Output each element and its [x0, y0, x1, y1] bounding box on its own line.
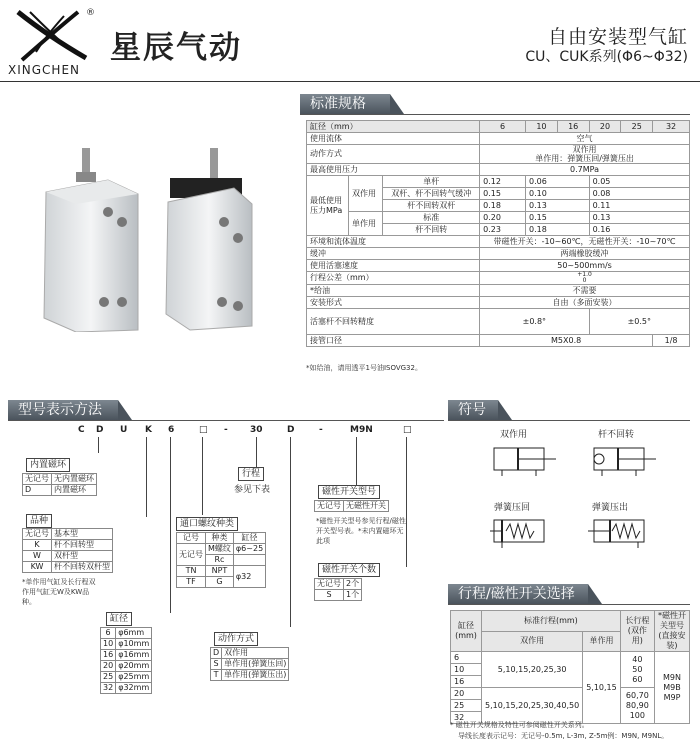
bore-25: 25 — [621, 121, 653, 133]
bore-desc: φ10mm — [116, 639, 152, 650]
code-dash: - — [224, 425, 228, 435]
thread-code: 无记号 — [177, 544, 206, 566]
bore-code: 16 — [101, 650, 116, 661]
action-desc: 单作用(弹簧压回) — [222, 659, 289, 670]
stroke-long-value: 50 — [632, 664, 643, 674]
section-header-stroke: 行程/磁性开关选择 — [448, 584, 588, 604]
action-value — [480, 145, 690, 164]
min-row-label: 杆不回转 — [383, 224, 480, 236]
min-row-label: 杆不回转双杆 — [383, 200, 480, 212]
stroke-sub: 参见下表 — [234, 485, 271, 495]
switch-model: M9B — [663, 682, 681, 692]
leader-line — [290, 437, 291, 627]
builtin-magnet-title: 内置磁环 — [26, 458, 70, 472]
min-row-label: 标准 — [383, 212, 480, 224]
stroke-bore: 16 — [451, 676, 482, 688]
count-title: 磁性开关个数 — [318, 563, 380, 577]
thread-kind: NPT — [206, 566, 234, 577]
code-switch: M9N — [350, 425, 373, 435]
stroke-single: 5,10,15 — [583, 652, 621, 724]
stroke-long-value: 100 — [629, 710, 645, 720]
action-label: 动作方式 — [307, 145, 480, 164]
stroke-long-2 — [620, 688, 654, 724]
option-desc: 杆不回转双杆型 — [52, 562, 113, 573]
leader-line — [256, 437, 257, 467]
type-title: 品种 — [26, 514, 52, 528]
stroke-head: 双作用 — [482, 631, 583, 652]
section-header-symbol: 符号 — [448, 400, 498, 420]
brand-name-cn: 星辰气动 — [110, 30, 242, 66]
option-desc: 基本型 — [52, 529, 113, 540]
count-code: 无记号 — [315, 579, 344, 590]
option-code: D — [23, 485, 52, 496]
min-row-label: 单杆 — [383, 176, 480, 188]
switch-table — [314, 500, 389, 512]
stroke-head: 标准行程(mm) — [482, 611, 621, 632]
thread-title: 通口螺纹种类 — [176, 517, 238, 531]
min-pressure-label: 最低使用压力MPa — [307, 176, 349, 236]
code-thread: □ — [199, 425, 208, 435]
section-underline-stroke — [448, 604, 690, 605]
symbol-label: 弹簧压出 — [592, 503, 629, 513]
stroke-bore: 10 — [451, 664, 482, 676]
thread-code: TF — [177, 577, 206, 588]
speed-label: 使用活塞速度 — [307, 260, 480, 272]
thread-kind: G — [206, 577, 234, 588]
min-value-20-32: 0.08 — [589, 188, 689, 200]
thread-bore: φ32 — [233, 566, 265, 588]
bore-desc: φ20mm — [116, 661, 152, 672]
cylinder-product-photo — [38, 142, 278, 332]
min-value-20-32: 0.13 — [589, 212, 689, 224]
min-value-10-16: 0.10 — [526, 188, 590, 200]
min-value-6: 0.12 — [480, 176, 526, 188]
tolerance-label: 行程公差（mm） — [307, 272, 480, 285]
bore-desc: φ25mm — [116, 672, 152, 683]
type-note: *单作用气缸及长行程双作用气缸无W及KW品种。 — [22, 578, 96, 606]
leader-line — [146, 437, 147, 517]
port-value-1-8: 1/8 — [653, 335, 690, 347]
port-label: 接管口径 — [307, 335, 480, 347]
switch-note: *磁性开关型号参见行程/磁性开关型号表。*未内置磁环无此项 — [316, 517, 406, 545]
tolerance-minus: 0 — [582, 277, 587, 284]
code-dash: - — [319, 425, 323, 435]
thread-head: 缸径 — [233, 533, 265, 544]
min-value-6: 0.20 — [480, 212, 526, 224]
bore-code: 32 — [101, 683, 116, 694]
bore-20: 20 — [589, 121, 621, 133]
min-value-20-32: 0.05 — [589, 176, 689, 188]
mount-value: 自由（多面安装） — [480, 297, 690, 309]
fluid-value: 空气 — [480, 133, 690, 145]
product-subtitle: CU、CUK系列(Φ6~Φ32) — [525, 49, 688, 65]
stroke-long-value: 60,70 — [625, 690, 649, 700]
action-code: D — [211, 648, 222, 659]
stroke-note-2: 导线长度表示记号：无记号-0.5m, L-3m, Z-5m例：M9N, M9NL。 — [458, 732, 669, 740]
builtin-magnet-table — [22, 473, 97, 496]
stroke-note-1: * 磁性开关规格及特性可参阅磁性开关系列。 — [450, 721, 589, 729]
brand-name-en: XINGCHEN — [8, 63, 80, 77]
accuracy-value-small: ±0.8° — [480, 309, 589, 335]
thread-head: 记号 — [177, 533, 206, 544]
bore-6: 6 — [480, 121, 526, 133]
min-value-10-16: 0.13 — [526, 200, 590, 212]
code-u: U — [120, 425, 128, 435]
spec-table — [306, 120, 690, 347]
symbol-label: 杆不回转 — [598, 430, 635, 440]
bore-desc: φ6mm — [116, 628, 152, 639]
stroke-title: 行程 — [238, 467, 264, 481]
min-value-10-16: 0.06 — [526, 176, 590, 188]
section-underline-spec — [300, 114, 690, 115]
bore-desc: φ32mm — [116, 683, 152, 694]
registered-mark: ® — [86, 8, 95, 18]
symbol-label: 双作用 — [500, 430, 528, 440]
stroke-head: *磁性开关型号(直接安装) — [654, 611, 689, 652]
action-double: 双作用 — [572, 145, 597, 154]
xingchen-logo — [8, 8, 96, 64]
option-code: K — [23, 540, 52, 551]
stroke-double-std: 5,10,15,20,25,30,40,50 — [482, 688, 583, 724]
spring-extend-symbol — [588, 514, 658, 548]
action-table — [210, 647, 289, 681]
double-acting-symbol — [488, 442, 558, 476]
temp-value: 带磁性开关：-10~60℃，无磁性开关：-10~70℃ — [480, 236, 690, 248]
stroke-long-1 — [620, 652, 654, 688]
option-desc: 双杆型 — [52, 551, 113, 562]
leader-line — [170, 437, 171, 613]
action-title: 动作方式 — [214, 632, 258, 646]
bore-code: 10 — [101, 639, 116, 650]
action-desc: 单作用(弹簧压出) — [222, 670, 289, 681]
stroke-bore: 32 — [451, 712, 482, 724]
lube-value: 不需要 — [480, 285, 690, 297]
bore-title: 缸径 — [106, 612, 132, 626]
max-pressure-label: 最高使用压力 — [307, 164, 480, 176]
section-underline-model — [8, 420, 444, 421]
stroke-long-value: 80,90 — [625, 700, 649, 710]
spring-return-symbol — [488, 514, 558, 548]
stroke-head: 单作用 — [583, 631, 621, 652]
bore-10: 10 — [526, 121, 558, 133]
accuracy-label: 活塞杆不回转精度 — [307, 309, 480, 335]
action-code: T — [211, 670, 222, 681]
cushion-label: 缓冲 — [307, 248, 480, 260]
stroke-switch-table — [450, 610, 690, 724]
fluid-label: 使用流体 — [307, 133, 480, 145]
min-single-label: 单作用 — [349, 212, 383, 236]
bore-32: 32 — [653, 121, 690, 133]
bore-code: 25 — [101, 672, 116, 683]
non-rotating-symbol — [588, 442, 658, 476]
code-action: D — [287, 425, 295, 435]
leader-line — [98, 437, 99, 453]
code-stroke: 30 — [250, 425, 263, 435]
product-title: 自由安装型气缸 — [547, 26, 688, 48]
max-pressure-value: 0.7MPa — [480, 164, 690, 176]
section-header-spec: 标准规格 — [300, 94, 390, 114]
leader-line — [356, 437, 357, 485]
bore-code: 20 — [101, 661, 116, 672]
min-value-10-16: 0.18 — [526, 224, 590, 236]
switch-desc: 无磁性开关 — [344, 501, 389, 512]
stroke-long-value: 40 — [632, 654, 643, 664]
spec-bore-label: 缸径（mm） — [307, 121, 480, 133]
speed-value: 50~500mm/s — [480, 260, 690, 272]
action-single: 单作用：弹簧压回/弹簧压出 — [535, 154, 634, 163]
lube-label: *给油 — [307, 285, 480, 297]
accuracy-value-large: ±0.5° — [589, 309, 689, 335]
code-k: K — [145, 425, 152, 435]
thread-kind: M螺纹 — [206, 544, 234, 555]
leader-line — [202, 437, 203, 515]
tolerance-plus: +1.0 — [577, 271, 592, 278]
min-double-label: 双作用 — [349, 176, 383, 212]
switch-code: 无记号 — [315, 501, 344, 512]
option-code: W — [23, 551, 52, 562]
count-table — [314, 578, 362, 601]
switch-model: M9N — [663, 672, 681, 682]
thread-bore: φ6~25 — [233, 544, 265, 555]
mount-label: 安装形式 — [307, 297, 480, 309]
symbol-label: 弹簧压回 — [494, 503, 531, 513]
min-value-6: 0.23 — [480, 224, 526, 236]
switch-model: M9P — [663, 692, 681, 702]
min-value-20-32: 0.11 — [589, 200, 689, 212]
code-count: □ — [403, 425, 412, 435]
min-row-label: 双杆、杆不回转气缓冲 — [383, 188, 480, 200]
thread-kind: Rc — [206, 555, 234, 566]
type-table — [22, 528, 113, 573]
action-code: S — [211, 659, 222, 670]
section-header-model: 型号表示方法 — [8, 400, 118, 420]
header-divider — [0, 81, 700, 82]
min-value-10-16: 0.15 — [526, 212, 590, 224]
option-desc: 杆不回转型 — [52, 540, 113, 551]
bore-16: 16 — [557, 121, 589, 133]
stroke-switch-models — [654, 652, 689, 724]
code-d: D — [96, 425, 104, 435]
min-value-6: 0.18 — [480, 200, 526, 212]
stroke-head: 长行程(双作用) — [620, 611, 654, 652]
action-desc: 双作用 — [222, 648, 289, 659]
switch-title: 磁性开关型号 — [318, 485, 380, 499]
option-desc: 无内置磁环 — [52, 474, 97, 485]
thread-code: TN — [177, 566, 206, 577]
stroke-long-value: 60 — [632, 674, 643, 684]
section-underline-symbol — [448, 420, 690, 421]
code-c: C — [78, 425, 85, 435]
stroke-double-std: 5,10,15,20,25,30 — [482, 652, 583, 688]
temp-label: 环境和流体温度 — [307, 236, 480, 248]
code-bore: 6 — [168, 425, 175, 435]
option-desc: 内置磁环 — [52, 485, 97, 496]
stroke-bore: 20 — [451, 688, 482, 700]
bore-code: 6 — [101, 628, 116, 639]
thread-table — [176, 532, 266, 588]
stroke-head: 缸径(mm) — [451, 611, 482, 652]
min-value-20-32: 0.16 — [589, 224, 689, 236]
option-code: KW — [23, 562, 52, 573]
tolerance-value — [480, 272, 690, 285]
leader-line — [406, 437, 407, 567]
count-code: S — [315, 590, 344, 601]
spec-note: *如给油，请用透平1号油ISOVG32。 — [306, 364, 422, 372]
min-value-6: 0.15 — [480, 188, 526, 200]
stroke-bore: 25 — [451, 700, 482, 712]
bore-desc: φ16mm — [116, 650, 152, 661]
port-value-m5: M5X0.8 — [480, 335, 653, 347]
bore-table — [100, 627, 152, 694]
count-desc: 2个 — [344, 579, 362, 590]
option-code: 无记号 — [23, 529, 52, 540]
thread-head: 种类 — [206, 533, 234, 544]
cushion-value: 两端橡胶缓冲 — [480, 248, 690, 260]
option-code: 无记号 — [23, 474, 52, 485]
count-desc: 1个 — [344, 590, 362, 601]
stroke-bore: 6 — [451, 652, 482, 664]
